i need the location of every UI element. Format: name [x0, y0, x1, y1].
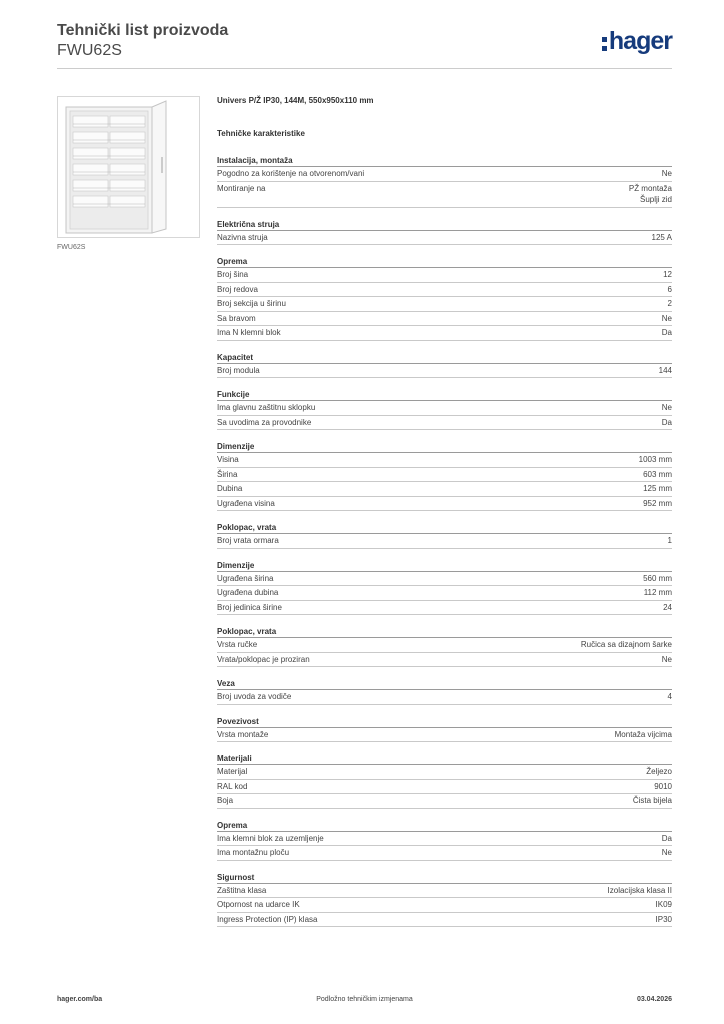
- spec-value-line: 4: [667, 692, 672, 701]
- spec-value: [662, 654, 672, 666]
- product-image: [57, 96, 200, 238]
- spec-group-title: Veza: [217, 678, 672, 690]
- hager-logo: [602, 24, 672, 58]
- spec-row: [217, 832, 672, 847]
- spec-value: [668, 691, 672, 703]
- spec-value-line: IP30: [655, 914, 672, 924]
- spec-group-title: Materijali: [217, 753, 672, 765]
- spec-value: [656, 914, 672, 926]
- spec-label: Vrsta montaže: [217, 729, 269, 739]
- spec-value-line: Ručica sa dizajnom šarke: [580, 640, 672, 649]
- spec-groups: [217, 155, 672, 927]
- spec-row: [217, 898, 672, 913]
- spec-row: [217, 780, 672, 795]
- page-header: [57, 20, 672, 70]
- spec-group-title: Instalacija, montaža: [217, 155, 672, 167]
- spec-value: [643, 469, 672, 481]
- enclosure-illustration-icon: [58, 97, 199, 237]
- spec-value-line: 12: [663, 270, 672, 279]
- spec-group: [217, 560, 672, 616]
- spec-label: Ima klemni blok za uzemljenje: [217, 833, 324, 843]
- spec-label: RAL kod: [217, 781, 248, 791]
- spec-value-line: 112 mm: [643, 588, 672, 597]
- spec-row: [217, 690, 672, 705]
- spec-value: [663, 269, 672, 281]
- spec-value-line: Da: [661, 833, 672, 843]
- spec-value-line: Željezo: [646, 767, 672, 776]
- spec-label: Otpornost na udarce IK: [217, 900, 300, 909]
- spec-row: [217, 601, 672, 616]
- spec-value-line: PŽ montaža: [628, 183, 672, 193]
- spec-value: [662, 402, 672, 414]
- spec-row: [217, 468, 672, 483]
- spec-value: [646, 766, 672, 778]
- spec-label: Nazivna struja: [217, 232, 268, 242]
- spec-group: [217, 872, 672, 928]
- spec-label: Boja: [217, 796, 234, 805]
- spec-row: [217, 794, 672, 809]
- spec-value: [644, 587, 672, 599]
- spec-value: [668, 535, 672, 547]
- spec-value: [643, 573, 672, 585]
- spec-label: Broj jedinica širine: [217, 602, 282, 612]
- spec-group: [217, 678, 672, 705]
- spec-group-title: Povezivost: [217, 716, 672, 728]
- spec-group-title: Dimenzije: [217, 441, 672, 453]
- spec-value: [643, 483, 672, 495]
- spec-group: [217, 155, 672, 208]
- spec-row: [217, 497, 672, 512]
- spec-label: Vrata/poklopac je proziran: [217, 654, 310, 664]
- spec-group: [217, 626, 672, 667]
- spec-row: [217, 364, 672, 379]
- spec-group-title: Kapacitet: [217, 352, 672, 364]
- spec-row: [217, 312, 672, 327]
- spec-row: [217, 913, 672, 928]
- spec-label: Ingress Protection (IP) klasa: [217, 914, 318, 924]
- spec-row: [217, 586, 672, 601]
- spec-label: Ugrađena širina: [217, 573, 274, 583]
- spec-value: [659, 365, 672, 377]
- spec-group-title: Poklopac, vrata: [217, 626, 672, 638]
- spec-value-line: Ne: [661, 654, 672, 664]
- spec-group-title: Sigurnost: [217, 872, 672, 884]
- spec-row: [217, 638, 672, 653]
- spec-row: [217, 167, 672, 182]
- spec-group: [217, 820, 672, 861]
- spec-row: [217, 268, 672, 283]
- spec-value: [654, 781, 672, 793]
- spec-label: Broj vrata ormara: [217, 536, 279, 545]
- spec-row: [217, 297, 672, 312]
- spec-value-line: 125 mm: [643, 484, 672, 493]
- spec-value: [615, 729, 672, 741]
- spec-value-line: 952 mm: [643, 498, 672, 508]
- spec-label: Sa uvodima za provodnike: [217, 417, 312, 427]
- spec-label: Ima glavnu zaštitnu sklopku: [217, 403, 316, 412]
- spec-value-line: Da: [661, 417, 672, 427]
- footer-notice: Podložno tehničkim izmjenama: [316, 996, 413, 1003]
- spec-group: [217, 716, 672, 743]
- spec-label: Montiranje na: [217, 183, 266, 193]
- spec-value: [662, 417, 672, 429]
- spec-value: [662, 833, 672, 845]
- image-caption: FWU62S: [57, 244, 86, 251]
- logo-text: hager: [608, 26, 672, 55]
- spec-label: Ima montažnu ploču: [217, 848, 290, 857]
- spec-row: [217, 846, 672, 861]
- spec-label: Pogodno za korištenje na otvorenom/vani: [217, 169, 365, 178]
- spec-value-line: Šuplji zid: [639, 195, 672, 204]
- spec-content: [217, 96, 672, 938]
- spec-row: [217, 482, 672, 497]
- spec-value: [656, 899, 672, 911]
- spec-value-line: 9010: [654, 781, 672, 791]
- product-code: FWU62S: [57, 42, 122, 59]
- spec-label: Materijal: [217, 767, 248, 776]
- spec-label: Broj redova: [217, 284, 258, 294]
- page-title: Tehnički list proizvoda: [57, 22, 229, 39]
- spec-row: [217, 534, 672, 549]
- spec-group-title: Oprema: [217, 820, 672, 832]
- spec-row: [217, 416, 672, 431]
- footer-website[interactable]: hager.com/ba: [57, 996, 103, 1003]
- spec-row: [217, 653, 672, 668]
- spec-row: [217, 572, 672, 587]
- spec-row: [217, 884, 672, 899]
- product-description: Univers P/Ž IP30, 144M, 550x950x110 mm: [217, 96, 374, 105]
- spec-value: [652, 232, 672, 244]
- spec-value: [663, 602, 672, 614]
- spec-value-line: 1003 mm: [638, 455, 672, 464]
- spec-label: Širina: [217, 469, 238, 479]
- spec-value: [662, 847, 672, 859]
- header-divider: [57, 68, 672, 69]
- spec-value-line: Izolacijska klasa II: [607, 885, 672, 895]
- spec-label: Ima N klemni blok: [217, 328, 281, 337]
- spec-value-line: 560 mm: [643, 573, 672, 583]
- spec-group-title: Funkcije: [217, 389, 672, 401]
- footer-date: 03.04.2026: [636, 996, 672, 1003]
- spec-row: [217, 728, 672, 743]
- spec-value: [643, 498, 672, 510]
- spec-label: Ugrađena visina: [217, 498, 275, 508]
- spec-row: [217, 765, 672, 780]
- spec-group: [217, 753, 672, 809]
- spec-group-title: Oprema: [217, 256, 672, 268]
- spec-group-title: Električna struja: [217, 219, 672, 231]
- spec-label: Broj sekcija u širinu: [217, 299, 286, 308]
- spec-label: Ugrađena dubina: [217, 588, 279, 597]
- spec-row: [217, 283, 672, 298]
- spec-group: [217, 256, 672, 341]
- spec-group: [217, 441, 672, 511]
- spec-value: [668, 298, 672, 310]
- spec-label: Broj uvoda za vodiče: [217, 692, 292, 701]
- spec-label: Zaštitna klasa: [217, 885, 267, 895]
- spec-value: [581, 639, 672, 651]
- spec-label: Vrsta ručke: [217, 640, 258, 649]
- spec-value: [608, 885, 672, 897]
- spec-value-line: 144: [658, 365, 672, 375]
- spec-value-line: 603 mm: [643, 469, 672, 479]
- spec-value: [662, 313, 672, 325]
- spec-group-title: Poklopac, vrata: [217, 522, 672, 534]
- spec-group: [217, 389, 672, 430]
- spec-value-line: Ne: [661, 169, 672, 178]
- spec-row: [217, 401, 672, 416]
- section-title: Tehničke karakteristike: [217, 129, 305, 138]
- spec-value: [662, 327, 672, 339]
- page-footer: [57, 996, 672, 1008]
- spec-label: Sa bravom: [217, 313, 256, 323]
- spec-group: [217, 352, 672, 379]
- spec-label: Visina: [217, 455, 239, 464]
- spec-value-line: Ne: [661, 848, 672, 857]
- spec-group-title: Dimenzije: [217, 560, 672, 572]
- spec-row: [217, 182, 672, 208]
- spec-group: [217, 522, 672, 549]
- spec-value: [668, 284, 672, 296]
- spec-value-line: Ne: [661, 313, 672, 323]
- logo-dots-icon: [602, 37, 607, 51]
- spec-value: [662, 168, 672, 180]
- spec-row: [217, 231, 672, 246]
- spec-label: Broj šina: [217, 270, 249, 279]
- spec-row: [217, 326, 672, 341]
- spec-label: Broj modula: [217, 365, 260, 375]
- spec-value-line: 2: [667, 299, 672, 308]
- spec-value-line: Montaža vijcima: [614, 729, 672, 739]
- spec-group: [217, 219, 672, 246]
- spec-value: [629, 183, 672, 206]
- spec-value-line: 125 A: [651, 232, 672, 242]
- spec-value-line: Ne: [661, 403, 672, 412]
- spec-label: Dubina: [217, 484, 243, 493]
- spec-value-line: 24: [663, 602, 672, 612]
- spec-value-line: Da: [661, 328, 672, 337]
- spec-row: [217, 453, 672, 468]
- spec-value-line: Čista bijela: [632, 796, 672, 805]
- spec-value-line: IK09: [655, 900, 672, 909]
- spec-value-line: 6: [667, 284, 672, 294]
- spec-value-line: 1: [667, 536, 672, 545]
- spec-value: [633, 795, 672, 807]
- spec-value: [639, 454, 672, 466]
